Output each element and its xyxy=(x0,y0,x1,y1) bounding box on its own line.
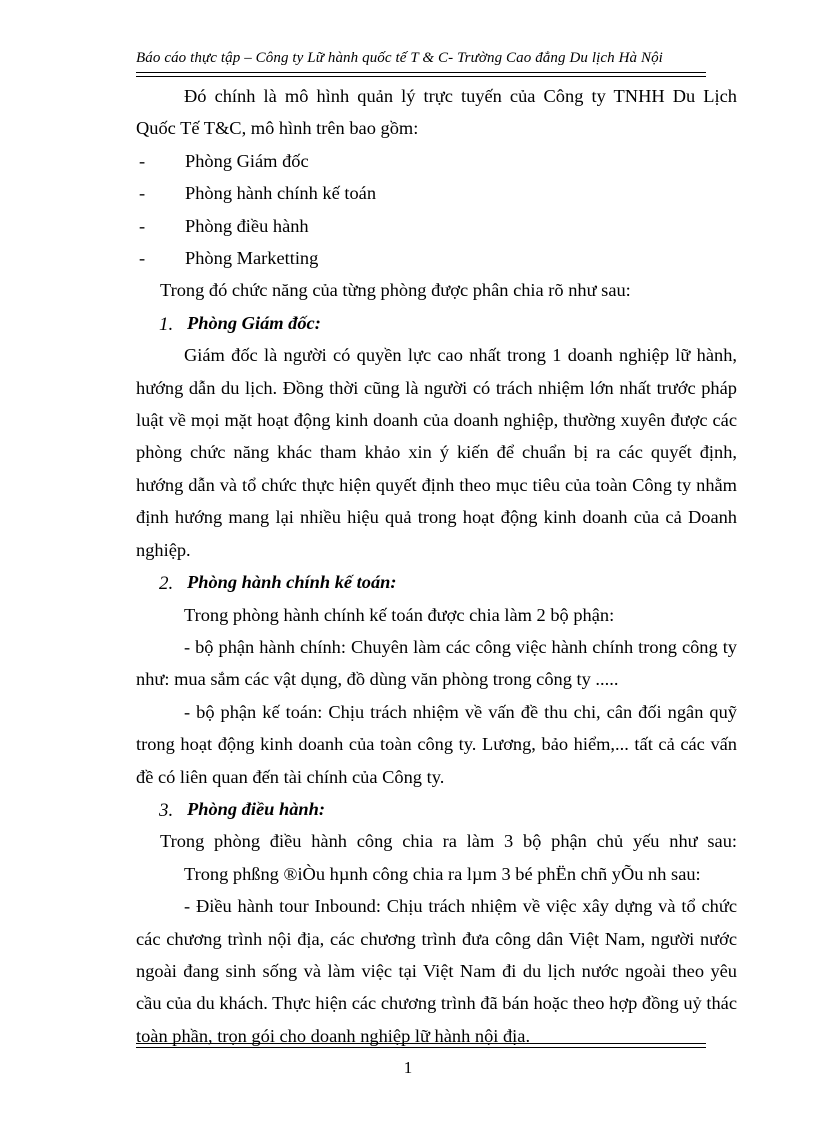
section-heading-accounting xyxy=(136,566,737,598)
section-paragraph-garbled: Trong phßng ®iÒu hµnh công chia ra lµm 3 bé phËn chñ yÕu nh sau: xyxy=(184,863,701,884)
section-paragraph: - Điều hành tour Inbound: Chịu trách nhiệm về việc xây dựng và tổ chức các chương trình nội địa, các chương trình đưa công dân Việt Nam, người nước ngoài đang sinh sống và làm việc tại Việt Nam đi du lịch nước ngoài theo yêu cầu của du khách. Thực hiện các chương trình đã bán hoặc theo hợp đồng uỷ thác toàn phần, trọn gói cho doanh nghiệp lữ hành nội địa. xyxy=(136,896,737,1046)
list-item xyxy=(136,145,737,177)
header-rule xyxy=(136,72,706,77)
dash-bullet: - xyxy=(139,150,146,171)
list-item-label: Phòng hành chính kế toán xyxy=(185,183,377,204)
section-number: 2. xyxy=(159,573,174,595)
department-list xyxy=(136,145,737,275)
list-item-label: Phòng Marketting xyxy=(185,248,319,269)
intro-line-2: Quốc Tế T&C, mô hình trên bao gồm: xyxy=(136,118,419,139)
section-number: 3. xyxy=(159,799,174,821)
section-paragraph: - bộ phận kế toán: Chịu trách nhiệm về vấn đề thu chi, cân đối ngân quỹ trong hoạt động kinh doanh của toàn công ty. Lương, bảo hiểm,... tất cả các vấn đề có liên quan đến tài chính của Công ty. xyxy=(136,701,737,787)
section-paragraph: Trong phòng hành chính kế toán được chia làm 2 bộ phận: xyxy=(184,604,615,625)
section-number: 1. xyxy=(159,313,174,335)
section-paragraph: Giám đốc là người có quyền lực cao nhất trong 1 doanh nghiệp lữ hành, hướng dẫn du lịch. Đồng thời cũng là người có trách nhiệm lớn nhất trước pháp luật về mọi mặt hoạt động kinh doanh của doanh nghiệp, thường xuyên được các phòng chức năng khác tham khảo xin ý kiến để chuẩn bị ra các quyết định, hướng dẫn và tổ chức thực hiện quyết định theo mục tiêu của toàn Công ty nhằm định hướng mang lại nhiều hiệu quả trong hoạt động kinh doanh của cả Doanh nghiệp. xyxy=(136,345,737,560)
page-number: 1 xyxy=(403,1058,413,1077)
list-item xyxy=(136,242,737,274)
dash-bullet: - xyxy=(139,248,146,269)
dash-bullet: - xyxy=(139,183,146,204)
list-item-label: Phòng Giám đốc xyxy=(185,150,309,171)
dash-bullet: - xyxy=(139,215,146,236)
functions-intro: Trong đó chức năng của từng phòng được phân chia rõ như sau: xyxy=(160,280,631,301)
list-item xyxy=(136,177,737,209)
document-body xyxy=(136,80,737,1052)
list-item-label: Phòng điều hành xyxy=(185,215,309,236)
section-heading-operations xyxy=(136,793,737,825)
section-title: Phòng điều hành: xyxy=(187,798,325,819)
section-title: Phòng Giám đốc: xyxy=(187,312,321,333)
intro-line-1: Đó chính là mô hình quản lý trực tuyến của Công ty TNHH Du Lịch xyxy=(184,86,737,106)
section-heading-director xyxy=(136,307,737,339)
section-paragraph: - bộ phận hành chính: Chuyên làm các công việc hành chính trong công ty như: mua sắm các vật dụng, đồ dùng văn phòng trong công ty ..... xyxy=(136,636,737,690)
page-header: Báo cáo thực tập – Công ty Lữ hành quốc tế T & C- Trường Cao đẳng Du lịch Hà Nội xyxy=(136,50,663,66)
section-paragraph: Trong phòng điều hành công chia ra làm 3 bộ phận chủ yếu như sau: xyxy=(160,831,737,852)
footer-rule xyxy=(136,1043,706,1048)
section-title: Phòng hành chính kế toán: xyxy=(187,572,397,593)
list-item xyxy=(136,210,737,242)
